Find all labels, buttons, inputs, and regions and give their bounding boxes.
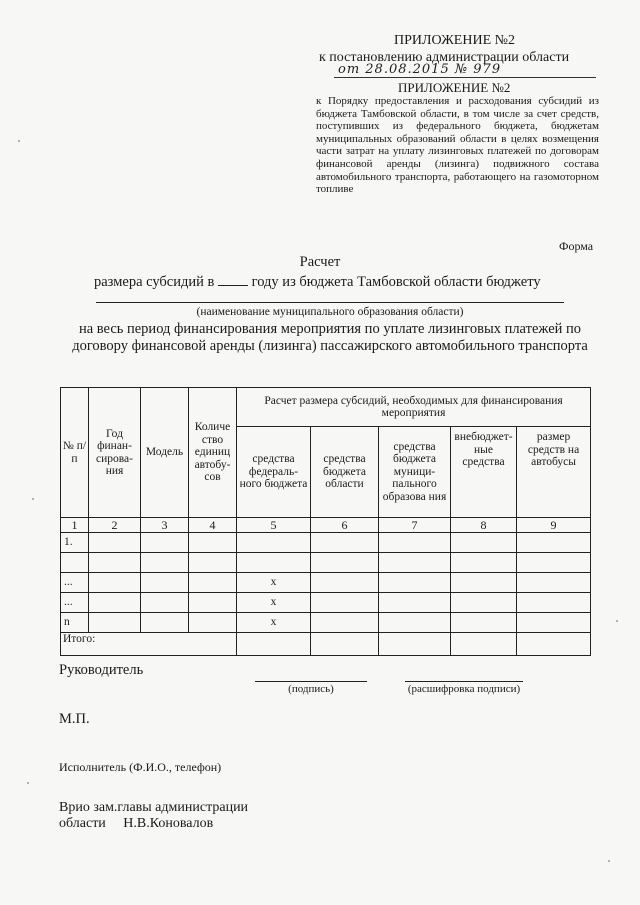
col-number: 6 — [311, 518, 379, 533]
federal-cell — [237, 553, 311, 573]
header-model: Модель — [141, 388, 189, 518]
total-label: Итого: — [61, 633, 237, 656]
doc-purpose: на весь период финансирования мероприятия по уплате лизинговых платежей по договору финансовой аренды (лизинга) пассажирского автомобильного транспорта — [72, 321, 588, 354]
decoding-caption: (расшифровка подписи) — [407, 683, 521, 695]
scan-speck — [608, 860, 610, 862]
col-number: 5 — [237, 518, 311, 533]
resolution-line: к постановлению администрации области — [319, 50, 570, 65]
column-number-row — [61, 518, 591, 533]
header-year: Год финан-сирова-ния — [89, 388, 141, 518]
subsidy-calculation-table — [60, 387, 591, 656]
year-blank — [218, 273, 248, 286]
signature-caption: (подпись) — [288, 683, 334, 695]
executor-label: Исполнитель (Ф.И.О., телефон) — [59, 760, 222, 774]
col-number: 4 — [189, 518, 237, 533]
subtitle-prefix: размера субсидий в — [94, 274, 219, 290]
federal-cell — [237, 533, 311, 553]
doc-title: Расчет — [299, 254, 341, 270]
municipality-caption: (наименование муниципального образования области) — [196, 306, 464, 318]
table-row — [61, 613, 591, 633]
header-row-number: № п/п — [61, 388, 89, 518]
header-extrabudgetary-funds: внебюджет-ные средства — [451, 427, 517, 518]
header-municipal-funds: средства бюджета муници-пального образова ния — [379, 427, 451, 518]
federal-cell: x — [237, 573, 311, 593]
head-label: Руководитель — [59, 662, 144, 678]
header-regional-funds: средства бюджета области — [311, 427, 379, 518]
order-description: к Порядку предоставления и расходования субсидий из бюджета Тамбовской области, в том числе за счет средств, поступивших из федерального бюджета, бюджетам муниципальных образований области в целях возмещения части затрат на уплату лизинговых платежей по договорам финансовой аренды (лизинга) подвижного состава автомобильного транспорта, работающего на газомоторном топливе — [316, 95, 599, 196]
federal-cell: x — [237, 593, 311, 613]
col-number: 3 — [141, 518, 189, 533]
scan-speck — [27, 782, 29, 784]
col-number: 2 — [89, 518, 141, 533]
municipality-line — [96, 302, 564, 303]
doc-subtitle — [94, 273, 541, 291]
appendix-subtitle: ПРИЛОЖЕНИЕ №2 — [398, 80, 511, 95]
row-index: ... — [61, 573, 89, 593]
col-number: 7 — [379, 518, 451, 533]
row-index: ... — [61, 593, 89, 613]
total-row — [61, 633, 591, 656]
header-subsidy-group: Расчет размера субсидий, необходимых для финансирования мероприятия — [237, 388, 591, 427]
scan-speck — [616, 620, 618, 622]
row-index — [61, 553, 89, 573]
row-index: n — [61, 613, 89, 633]
header-bus-count: Количе ство единиц автобу-сов — [189, 388, 237, 518]
signature-line — [255, 681, 367, 682]
header-bus-funds: размер средств на автобусы — [517, 427, 591, 518]
table-row — [61, 593, 591, 613]
table-row — [61, 553, 591, 573]
scan-speck — [32, 498, 34, 500]
col-number: 9 — [517, 518, 591, 533]
date-underline — [334, 77, 596, 78]
subtitle-suffix: году из бюджета Тамбовской области бюджету — [248, 274, 541, 290]
decoding-line — [405, 681, 523, 682]
table-row — [61, 533, 591, 553]
handwritten-date-number: от 28.08.2015 № 979 — [338, 62, 502, 77]
row-index: 1. — [61, 533, 89, 553]
form-label: Форма — [559, 239, 594, 253]
scan-speck — [18, 140, 20, 142]
table-row — [61, 573, 591, 593]
stamp-label: М.П. — [59, 711, 90, 727]
acting-name: области Н.В.Коновалов — [59, 816, 214, 831]
col-number: 8 — [451, 518, 517, 533]
federal-cell: x — [237, 613, 311, 633]
acting-position: Врио зам.главы администрации — [59, 800, 249, 815]
header-federal-funds: средства федераль-ного бюджета — [237, 427, 311, 518]
col-number: 1 — [61, 518, 89, 533]
appendix-title: ПРИЛОЖЕНИЕ №2 — [394, 33, 515, 48]
